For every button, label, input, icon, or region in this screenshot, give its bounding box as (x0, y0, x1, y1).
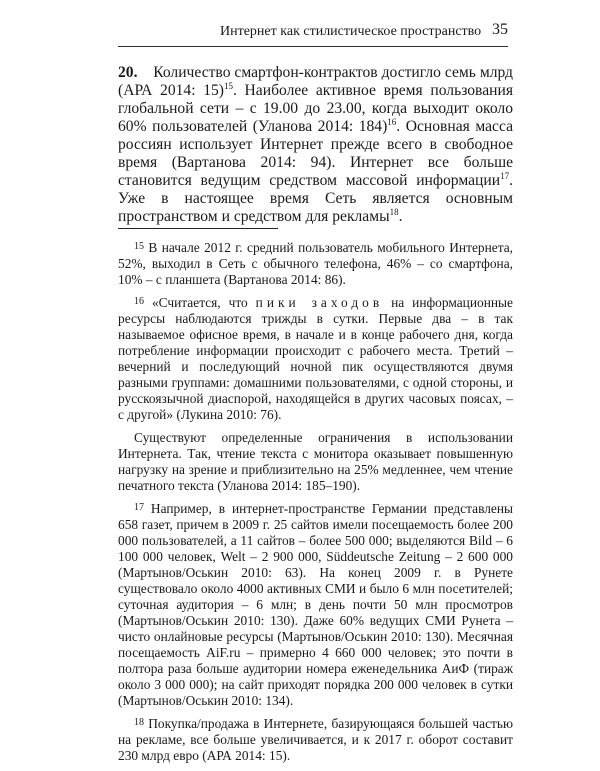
running-title: Интернет как стилистическое пространство (220, 24, 482, 39)
footnote-17 (118, 501, 513, 709)
footnote-ref-15[interactable]: 15 (224, 80, 233, 91)
footnote-number: 17 (134, 502, 144, 513)
main-sentence-3: . Основная масса россиян использует Интернет прежде всего в свободное время (Вартанова 2014: 94). Интернет все больше становится ведущим средством массовой информации (118, 118, 513, 189)
footnote-ref-18[interactable]: 18 (389, 206, 399, 217)
footnote-text: В начале 2012 г. средний пользователь мобильного Интернета, 52%, выходил в Сеть с обычного телефона, 46% – со смартфона, 10% – с планшета (Вартанова 2014: 86). (118, 240, 513, 287)
footnote-text: Покупка/продажа в Интернете, базирующаяся большей частью на рекламе, все больше увеличивается, и к 2017 г. оборот составит 230 млрд евро (АРА 2014: 15). (118, 716, 513, 763)
running-header (118, 20, 508, 47)
footnote-text: «Считается, что (144, 295, 256, 310)
main-sentence-4: . Уже в настоящее время Сеть является основным пространством и средством для рекламы (118, 172, 513, 225)
footnote-16 (118, 295, 513, 423)
footnote-ref-16[interactable]: 16 (387, 116, 397, 127)
main-sentence-2: . Наиболее активное время пользования глобальной сети – с 19.00 до 23.00, когда выходит около 60% пользователей (Уланова 2014: 184) (118, 82, 513, 135)
footnote-spaced-text: пики заходов (255, 295, 384, 310)
paragraph-number: 20. (118, 64, 138, 81)
footnote-15 (118, 240, 513, 288)
main-text (118, 64, 513, 226)
page-number: 35 (492, 21, 508, 38)
footnote-divider (118, 228, 278, 229)
footnote-text: на информационные ресурсы наблюдаются трижды в сутки. Первые два – в так называемое офисное время, в начале и в конце рабочего дня, когда потребление информации происходит с рабочего места. Третий – вечерний и последующий ночной пик осуществляются двумя разными группами: домашними пользователями, с одной стороны, и русскоязычной диаспорой, находящейся в других часовых поясах, – с другой» (Лукина 2010: 76). (118, 295, 513, 422)
footnote-ref-17[interactable]: 17 (500, 170, 510, 181)
main-sentence-1: Количество смартфон-контрактов достигло семь млрд (АРА 2014: 15) (118, 64, 513, 99)
footnotes (118, 240, 513, 771)
footnote-number: 18 (134, 717, 144, 728)
inserted-paragraph: Существуют определенные ограничения в использовании Интернета. Так, чтение текста с монитора оказывает повышенную нагрузку на зрение и приблизительно на 25% медленнее, чем чтение печатного текста (Уланова 2014: 185–190). (118, 430, 513, 493)
footnote-number: 16 (134, 296, 144, 307)
footnote-text: Например, в интернет-пространстве Германии представлены 658 газет, причем в 2009 г. 25 сайтов имели посещаемость более 200 000 пользователей, а 11 сайтов – более 500 000; выделяются Bild – 6 100 000 человек, Welt – 2 900 000, Süddeutsche Zeitung – 2 600 000 (Мартынов/Оськин 2010: 63). На конец 2009 г. в Рунете существовало около 4000 активных СМИ и было 6 млн посетителей; суточная аудитория – 6 млн; в день почти 50 млн просмотров (Мартынов/Оськин 2010: 130). Даже 60% ведущих СМИ Рунета – чисто онлайновые ресурсы (Мартынов/Оськин 2010: 130). Месячная посещаемость AiF.ru – примерно 4 660 000 человек; это почти в полтора раза больше аудитории номера еженедельника АиФ (тираж около 3 000 000); на сайт приходят порядка 200 000 человек в сутки (Мартынов/Оськин 2010: 134). (118, 501, 513, 708)
main-end: . (398, 208, 403, 225)
footnote-number: 15 (134, 241, 144, 252)
footnote-18 (118, 716, 513, 764)
paragraph-20 (118, 64, 513, 226)
